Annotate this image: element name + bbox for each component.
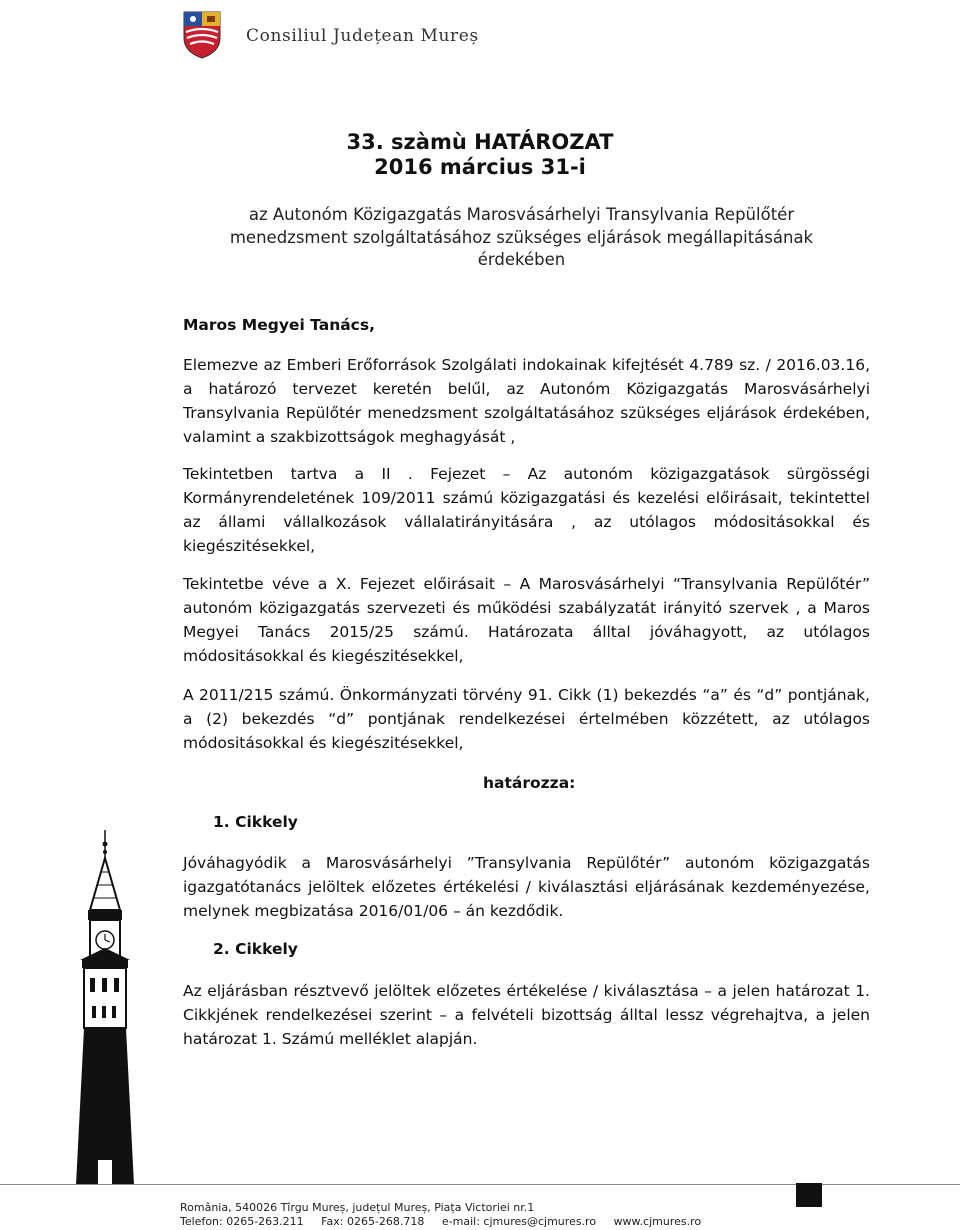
- article-2-title: 2. Cikkely: [213, 940, 298, 958]
- paragraph-chapter-ii: Tekintetben tartva a II . Fejezet – Az autonóm közigazgatások sürgösségi Kormányrendeletének 109/2011 számú közigazgatási és kezelési előirásait, tekintettel az állami vállalkozások vállalatirányitására , az utólagos módositásokkal és kiegészitésekkel,: [183, 465, 870, 555]
- decision-date: 2016 március 31-i: [374, 155, 586, 179]
- article-1-title: 1. Cikkely: [213, 813, 298, 831]
- article-2-text: Az eljárásban résztvevő jelöltek előzetes értékelése / kiválasztása – a jelen határozat 1. Cikkjének rendelkezései szerint – a felvételi bizottság álltal lessz végrehajtva, a jelen határozat 1. Számú melléklet alapján.: [183, 982, 870, 1048]
- decision-number: 33. szàmù HATÁROZAT: [346, 130, 614, 154]
- footer-contacts: [180, 1215, 715, 1228]
- footer-marker: [796, 1183, 822, 1207]
- paragraph-chapter-x: Tekintetbe véve a X. Fejezet előirásait – A Marosvásárhelyi “Transylvania Repülőtér” autonóm közigazgatás szervezeti és működési szabályzatát irányitó szervek , a Maros Megyei Tanács 2015/25 számú. Határozata álltal jóváhagyott, az utólagos módositásokkal és kiegészitésekkel,: [183, 575, 870, 665]
- footer-address: România, 540026 Tîrgu Mureș, județul Mureș, Piața Victoriei nr.1: [180, 1201, 535, 1214]
- decides-heading: határozza:: [483, 774, 576, 792]
- article-1-text: Jóváhagyódik a Marosvásárhelyi ”Transylvania Repülőtér” autonóm közigazgatás igazgatótanács jelöltek előzetes értékelési / kiválasztási eljárásának kezdeményezése, melynek megbizatása 2016/01/06 – án kezdődik.: [183, 854, 870, 920]
- letterhead: [180, 8, 580, 60]
- footer-phone: Telefon: 0265-263.211: [180, 1215, 304, 1228]
- footer-email[interactable]: e-mail: cjmures@cjmures.ro: [441, 1215, 597, 1228]
- institution-name: Consiliul Județean Mureș: [246, 26, 479, 46]
- council-name: Maros Megyei Tanács,: [183, 316, 375, 334]
- footer-fax: Fax: 0265-268.718: [321, 1215, 425, 1228]
- decision-subject: az Autonóm Közigazgatás Marosvásárhelyi Transylvania Repülőtér menedzsment szolgáltatásához szükséges eljárások megállapitásának érdekében: [229, 205, 814, 269]
- clock-tower-icon: [62, 830, 162, 1185]
- paragraph-considering: Elemezve az Emberi Erőforrások Szolgálati indokainak kifejtését 4.789 sz. / 2016.03.16, a határozó tervezet keretén belűl, az Autonóm Közigazgatás Marosvásárhelyi Transylvania Repülőtér menedzsment szolgáltatásához szükséges eljárások érdekében, valamint a szakbizottságok meghagyását ,: [183, 356, 870, 446]
- coat-of-arms-icon: [180, 8, 224, 60]
- footer-website[interactable]: www.cjmures.ro: [613, 1215, 702, 1228]
- paragraph-law: A 2011/215 számú. Önkormányzati törvény 91. Cikk (1) bekezdés “a” és “d” pontjának, a (2) bekezdés “d” pontjának rendelkezései értelmében közzétett, az utólagos módositásokkal és kiegészitésekkel,: [183, 686, 870, 752]
